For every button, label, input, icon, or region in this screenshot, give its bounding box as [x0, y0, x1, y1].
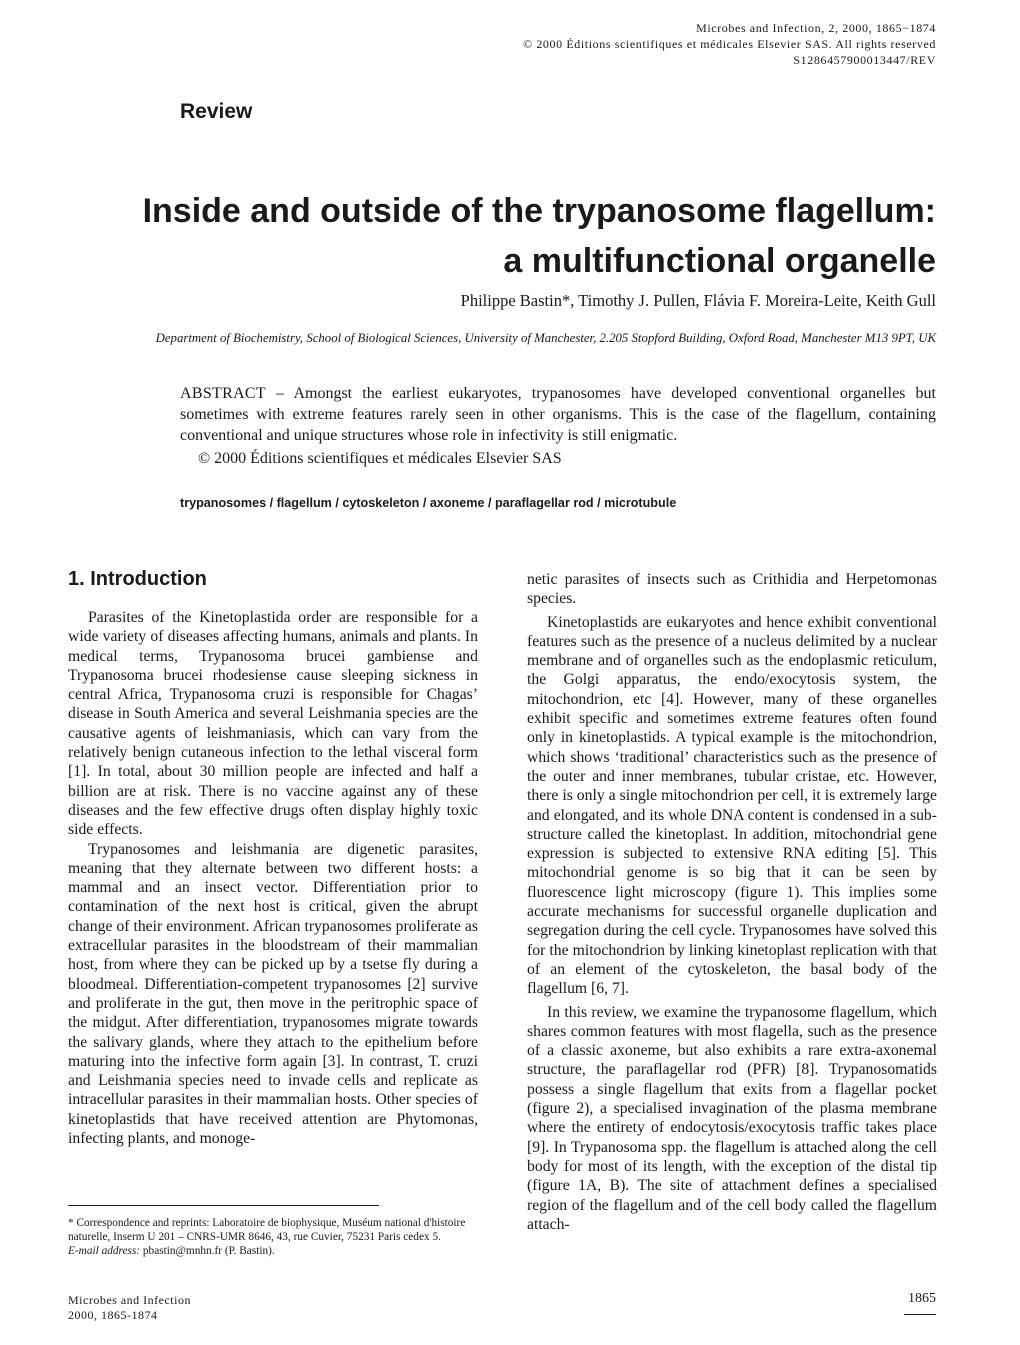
- abstract-dash: –: [265, 385, 294, 402]
- footer-journal: Microbes and Infection: [68, 1293, 191, 1307]
- page-footer: [68, 1293, 191, 1323]
- body-column-left: [68, 608, 478, 1148]
- footer-issue: 2000, 1865-1874: [68, 1308, 158, 1322]
- body-paragraph: Parasites of the Kinetoplastida order are responsible for a wide variety of diseases affecting humans, animals and plants. In medical terms, Trypanosoma brucei gambiense and Trypanosoma brucei rhodesiense cause sleeping sickness in central Africa, Trypanosoma cruzi is responsible for Chagas’ disease in South America and several Leishmania species are the causative agents of leishmaniasis, which can vary from the relatively benign cutaneous infection to the lethal visceral form [1]. In total, about 30 million people are infected and half a billion are at risk. There is no vaccine against any of these diseases and the few effective drugs often display highly toxic side effects.: [68, 609, 478, 839]
- author-list: Philippe Bastin*, Timothy J. Pullen, Flávia F. Moreira-Leite, Keith Gull: [460, 291, 936, 310]
- abstract-copyright: © 2000 Éditions scientifiques et médicales Elsevier SAS: [198, 450, 562, 467]
- email-label: E-mail address:: [68, 1245, 141, 1257]
- article-title: [96, 186, 936, 286]
- correspondence-footnote: [68, 1216, 478, 1258]
- section-heading-introduction: 1. Introduction: [68, 568, 207, 590]
- body-paragraph: Kinetoplastids are eukaryotes and hence exhibit conventional features such as the presence of a nucleus delimited by a nuclear membrane and of organelles such as the endoplasmic reticulum, the Golgi apparatus, the endo/exocytosis system, the mitochondrion, etc [4]. However, many of these organelles exhibit specific and sometimes extreme features often found only in kinetoplastids. A typical example is the mitochondrion, which shows ‘traditional’ characteristics such as the presence of the outer and inner membranes, tubular cristae, etc. However, there is only a single mitochondrion per cell, it is extremely large and elongated, and its whole DNA content is condensed in a sub-structure called the kinetoplast. In addition, mitochondrial gene expression is subjected to extensive RNA editing [5]. This mitochondrial genome is so big that it can be seen by fluorescence light microscopy (figure 1). This implies some accurate mechanisms for successful organelle duplication and segregation during the cell cycle. Trypanosomes have solved this for the mitochondrion by linking kinetoplast replication with that of an element of the cytoskeleton, the basal body of the flagellum [6, 7].: [527, 613, 937, 998]
- abstract-text: Amongst the earliest eukaryotes, trypanosomes have developed conventional organelles but sometimes with extreme features rarely seen in other organisms. This is the case of the flagellum, containing conventional and unique structures whose role in infectivity is still enigmatic.: [180, 385, 937, 444]
- body-paragraph: In this review, we examine the trypanosome flagellum, which shares common features with most flagella, such as the presence of a classic axoneme, but also exhibits a rare extra-axonemal structure, the paraflagellar rod (PFR) [8]. Trypanosomatids possess a single flagellum that exits from a flagellar pocket (figure 2), a specialised invagination of the plasma membrane where the entirety of endocytosis/exocytosis traffic takes place [9]. In Trypanosoma spp. the flagellum is attached along the cell body for most of its length, with the exception of the distal tip (figure 1A, B). The site of attachment defines a specialised region of the flagellum and of the cell body called the flagellum attach-: [527, 1003, 937, 1233]
- correspondence-address: * Correspondence and reprints: Laboratoire de biophysique, Muséum national d'histoire naturelle, Inserm U 201 – CNRS-UMR 8646, 43, rue Cuvier, 75231 Paris cedex 5.: [68, 1217, 466, 1243]
- email-address: pbastin@mnhn.fr (P. Bastin).: [142, 1245, 275, 1257]
- affiliation: Department of Biochemistry, School of Biological Sciences, University of Manchester, 2.205 Stopford Building, Oxford Road, Manchester M13 9PT, UK: [155, 331, 936, 345]
- keywords: trypanosomes / flagellum / cytoskeleton / axoneme / paraflagellar rod / microtubule: [180, 496, 677, 510]
- copyright-notice: © 2000 Éditions scientifiques et médicales Elsevier SAS. All rights reserved: [523, 37, 936, 51]
- body-paragraph: Trypanosomes and leishmania are digenetic parasites, meaning that they alternate between two different hosts: a mammal and an insect vector. Differentiation prior to contamination of the next host is critical, given the abrupt change of their environment. African trypanosomes proliferate as extracellular parasites in the bloodstream of their mammalian host, from where they can be picked up by a tsetse fly during a bloodmeal. Differentiation-competent trypanosomes [2] survive and proliferate in the gut, then move in the peritrophic space of the midgut. After differentiation, trypanosomes migrate towards the salivary glands, where they attach to the epithelium before maturing into the infective form again [3]. In contrast, T. cruzi and Leishmania species need to invade cells and replicate as intracellular parasites in their mammalian hosts. Other species of kinetoplastids that have received attention are Phytomonas, infecting plants, and monoge-: [68, 840, 478, 1148]
- abstract-label: ABSTRACT: [180, 385, 266, 402]
- body-paragraph: netic parasites of insects such as Crithidia and Herpetomonas species.: [527, 571, 937, 608]
- email-line: [68, 1244, 478, 1258]
- abstract: [180, 383, 936, 446]
- page-number: 1865: [908, 1291, 936, 1306]
- footnote-divider: [68, 1205, 379, 1206]
- running-header: [523, 20, 936, 68]
- journal-citation: Microbes and Infection, 2, 2000, 1865−1874: [696, 21, 936, 35]
- pii-code: S1286457900013447/REV: [793, 53, 936, 67]
- page-number-rule: [904, 1314, 936, 1315]
- article-type-label: Review: [180, 100, 253, 123]
- body-column-right: [527, 570, 937, 1234]
- title-line-2: a multifunctional organelle: [503, 242, 936, 280]
- title-line-1: Inside and outside of the trypanosome flagellum:: [142, 192, 936, 230]
